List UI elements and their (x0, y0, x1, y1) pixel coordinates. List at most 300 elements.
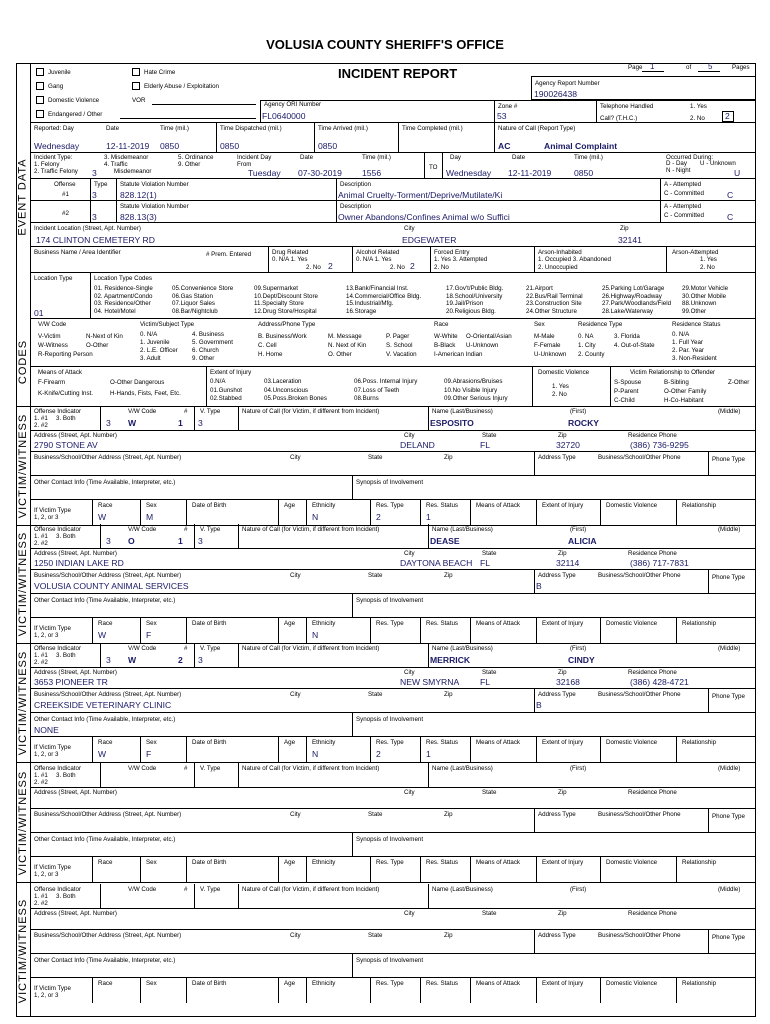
state-value: FL (480, 677, 491, 687)
business-address-label: Business/School/Other Address (Street, Apt. Number) (34, 454, 182, 461)
offense-statute-1: 828.12(1) (120, 190, 157, 200)
res-phone-label: Residence Phone (628, 669, 677, 676)
business-address-value: VOLUSIA COUNTY ANIMAL SERVICES (34, 581, 189, 591)
to-day: Wednesday (446, 168, 492, 178)
bus-state-label: State (368, 454, 383, 461)
ethnicity-label: Ethnicity (312, 620, 336, 627)
res-status-code-label: Residence Status (672, 321, 721, 328)
res-status-value: 1 (426, 749, 431, 759)
eoi-label: Extent of Injury (210, 369, 252, 376)
relationship-label: Relationship (682, 980, 717, 987)
name-first-label: (First) (570, 526, 587, 533)
form-title: INCIDENT REPORT (338, 66, 458, 81)
name-last-value: DEASE (430, 536, 460, 546)
address-type-label: Address Type (538, 691, 576, 698)
reported-time-label: Time (mil.) (160, 125, 189, 132)
rs-1: 1. Full Year (672, 339, 703, 346)
forced-label: Forced Entry (434, 249, 470, 256)
res-phone-label: Residence Phone (628, 432, 677, 439)
address-label: Address (Street, Apt. Number) (34, 789, 117, 796)
zip-value: 32720 (556, 440, 580, 450)
zip-label: Zip (558, 669, 567, 676)
other-contact-label: Other Contact Info (Time Available, Interpreter, etc.) (34, 957, 176, 964)
race-label: Race (98, 859, 113, 866)
res-status-label: Res. Status (426, 859, 458, 866)
loctype-code: 08.Bar/Nightclub (172, 307, 218, 315)
location-zip-label: Zip (620, 225, 629, 232)
oi-2: 2. #2 (34, 659, 48, 666)
age-label: Age (284, 980, 296, 987)
moa-o: O-Other Dangerous (110, 379, 165, 386)
location-zip: 32141 (618, 235, 642, 245)
person-num-value: 1 (178, 418, 183, 428)
address-label: Address (Street, Apt. Number) (34, 550, 117, 557)
race-value: W (98, 630, 107, 640)
other-contact-label: Other Contact Info (Time Available, Interpreter, etc.) (34, 479, 176, 486)
means-of-attack-label: Means of Attack (476, 502, 521, 509)
extent-of-injury-label: Extent of Injury (542, 620, 584, 627)
offense-statute-2: 828.13(3) (120, 212, 157, 222)
synopsis-label: Synopsis of Involvement (356, 479, 424, 486)
vro-h: H-Co-Habitant (664, 397, 704, 404)
phone-type-label: Phone Type (712, 574, 745, 581)
business-phone-label: Business/School/Other Phone (598, 454, 681, 461)
phone-type-label: Phone Type (712, 934, 745, 941)
bus-city-label: City (290, 691, 301, 698)
if-victim-label2: 1, 2, or 3 (34, 751, 59, 758)
bus-zip-label: Zip (444, 811, 453, 818)
hate-crime-label: Hate Crime (144, 69, 176, 76)
endangered-checkbox[interactable] (36, 110, 44, 118)
if-victim-label: If Victim Type (34, 985, 71, 992)
vtype-value: 3 (198, 655, 203, 665)
city-label: City (404, 669, 415, 676)
name-first-value: ROCKY (568, 418, 600, 428)
res-status-value: 1 (426, 512, 431, 522)
victim-nature-label: Nature of Call (for Victim, if different from Incident) (242, 526, 380, 533)
vw-code-value: W (128, 655, 137, 665)
means-of-attack-label: Means of Attack (476, 739, 521, 746)
state-label: State (482, 669, 497, 676)
res-type-label: Res. Type (376, 859, 404, 866)
loctype-code: 12.Drug Store/Hospital (254, 307, 317, 315)
if-victim-label2: 1, 2, or 3 (34, 992, 59, 999)
zip-label: Zip (558, 550, 567, 557)
loctype-code: 22.Bus/Rail Terminal (526, 292, 583, 300)
oi-1: 1. #1 (34, 652, 48, 659)
business-address-label: Business/School/Other Address (Street, Apt. Number) (34, 811, 182, 818)
arson-inh2: 2. Unoccupied (538, 264, 578, 271)
means-of-attack-label: Means of Attack (476, 620, 521, 627)
hate-crime-checkbox[interactable] (132, 68, 140, 76)
address-value: 2790 STONE AV (34, 440, 98, 450)
city-label: City (404, 550, 415, 557)
res-status-label: Res. Status (426, 980, 458, 987)
arrived-label: Time Arrived (mil.) (318, 125, 368, 132)
zip-value: 32168 (556, 677, 580, 687)
address-type-label: Address Type (538, 932, 576, 939)
ap-o: O. Other (328, 351, 352, 358)
phone-handled-label: Telephone Handled (600, 103, 654, 110)
bus-zip-label: Zip (444, 691, 453, 698)
nature-label: Nature of Call (Report Type) (498, 125, 576, 132)
res-phone-label: Residence Phone (628, 550, 677, 557)
drug-value: 2 (328, 261, 333, 271)
injury-code: 01.Gunshot (210, 386, 242, 394)
dob-label: Date of Birth (192, 859, 227, 866)
loctype-code: 10.Dept/Discount Store (254, 292, 318, 300)
sex-label: Sex (146, 859, 157, 866)
name-middle-label: (Middle) (718, 886, 741, 893)
offense-indicator-value: 3 (106, 536, 111, 546)
loctype-code: 17.Gov't/Public Bldg. (446, 285, 504, 292)
bus-city-label: City (290, 454, 301, 461)
vw-r: R-Reporting Person (38, 351, 93, 358)
loctype-code: 23.Construction Site (526, 300, 582, 308)
if-victim-label: If Victim Type (34, 864, 71, 871)
injury-code: 10.No Visible Injury (444, 386, 498, 394)
gang-checkbox[interactable] (36, 82, 44, 90)
sex-f: F-Female (534, 342, 561, 349)
misd-option: 3. Misdemeanor (104, 154, 149, 161)
victim-nature-label: Nature of Call (for Victim, if different from Incident) (242, 765, 380, 772)
race-label: Race (98, 980, 113, 987)
yes-option: 1. Yes (690, 103, 707, 110)
res-phone-value: (386) 428-4721 (630, 677, 689, 687)
oi-1: 1. #1 (34, 415, 48, 422)
moa-f: F-Firearm (38, 379, 66, 386)
victim-witness-side-label: VICTIM/WITNESS (17, 531, 30, 636)
res-phone-value: (386) 736-9295 (630, 440, 689, 450)
extent-of-injury-label: Extent of Injury (542, 739, 584, 746)
phone-handled-value: 2 (725, 111, 730, 121)
res-status-label: Res. Status (426, 620, 458, 627)
victim-witness-side-label: VICTIM/WITNESS (17, 898, 30, 1003)
offense-type-2: 3 (92, 212, 97, 222)
zone-label: Zone # (498, 103, 518, 110)
vro-p: P-Parent (614, 388, 639, 395)
name-first-label: (First) (570, 645, 587, 652)
occurred-value: U (734, 168, 741, 178)
offense-indicator-label: Offense Indicator (34, 408, 82, 415)
agency-title: VOLUSIA COUNTY SHERIFF'S OFFICE (266, 37, 504, 52)
res-status-label: Res. Status (426, 502, 458, 509)
offense-desc-2: Owner Abandons/Confines Animal w/o Suffici (338, 212, 510, 222)
attempted-label-1: A - Attempted (664, 181, 702, 188)
victim-nature-label: Nature of Call (for Victim, if different from Incident) (242, 645, 380, 652)
city-value: DAYTONA BEACH (400, 558, 473, 568)
name-middle-label: (Middle) (718, 765, 741, 772)
vro-c: C-Child (614, 397, 635, 404)
person-num-value: 2 (178, 655, 183, 665)
occurred-night: N - Night (666, 167, 691, 174)
prem-label: # Prem. Entered (206, 251, 252, 258)
sex-label: Sex (146, 502, 157, 509)
alcohol-opts1: 0. N/A 1. Yes (356, 256, 392, 263)
misd2-option: Misdemeanor (114, 168, 152, 175)
name-middle-label: (Middle) (718, 645, 741, 652)
if-victim-label2: 1, 2, or 3 (34, 632, 59, 639)
endangered-label: Endangered / Other (48, 111, 103, 118)
bus-zip-label: Zip (444, 454, 453, 461)
vw-code-field-label: V/W Code (128, 645, 157, 652)
ethnicity-label: Ethnicity (312, 980, 336, 987)
business-address-label: Business/School/Other Address (Street, Apt. Number) (34, 572, 182, 579)
loctype-code: 11.Specialty Store (254, 300, 304, 308)
loctype-value: 01 (34, 308, 44, 318)
res-phone-value: (386) 717-7831 (630, 558, 689, 568)
relationship-label: Relationship (682, 859, 717, 866)
domestic-label: Domestic Violence (48, 97, 100, 104)
race-i: I-American Indian (434, 351, 483, 358)
business-address-value: CREEKSIDE VETERINARY CLINIC (34, 700, 172, 710)
incident-type-value: 3 (92, 168, 97, 178)
ori-label: Agency ORI Number (264, 101, 322, 108)
loctype-code: 30.Other Mobile (682, 292, 727, 300)
loctype-code: 25.Parking Lot/Garage (602, 285, 665, 292)
res-type-value: 2 (376, 749, 381, 759)
res-phone-label: Residence Phone (628, 910, 677, 917)
offense-indicator-label: Offense Indicator (34, 645, 82, 652)
race-w: W-White (434, 333, 458, 340)
arson-att-label: Arson-Attempted (672, 249, 719, 256)
offense-indicator-value: 3 (106, 655, 111, 665)
age-label: Age (284, 859, 296, 866)
ethnicity-label: Ethnicity (312, 502, 336, 509)
loctype-codes-label: Location Type Codes (94, 275, 153, 282)
state-label: State (482, 910, 497, 917)
race-value: W (98, 512, 107, 522)
oi-both: 3. Both (56, 893, 76, 900)
city-value: NEW SMYRNA (400, 677, 460, 687)
nature-value: Animal Complaint (544, 141, 618, 151)
vro-o: O-Other Family (664, 388, 707, 395)
offense-status-2: C (727, 212, 734, 222)
loctype-code: 29.Motor Vehicle (682, 285, 729, 292)
oi-2: 2. #2 (34, 779, 48, 786)
to-day-label: Day (450, 154, 462, 161)
from-label: From (237, 161, 252, 168)
dob-label: Date of Birth (192, 620, 227, 627)
race-label: Race (98, 739, 113, 746)
traffic-felony-option: 2. Traffic Felony (34, 168, 78, 175)
address-type-value: B (536, 700, 542, 710)
domestic-violence-label: Domestic Violence (606, 859, 658, 866)
extent-of-injury-label: Extent of Injury (542, 859, 584, 866)
relationship-label: Relationship (682, 739, 717, 746)
victim-witness-side-label: VICTIM/WITNESS (17, 413, 30, 518)
oi-2: 2. #2 (34, 422, 48, 429)
other-option: 9. Other (178, 161, 201, 168)
ap-b: B. Business/Work (258, 333, 307, 340)
business-phone-label: Business/School/Other Phone (598, 691, 681, 698)
ethnicity-value: N (312, 512, 319, 522)
oi-2: 2. #2 (34, 540, 48, 547)
relationship-label: Relationship (682, 502, 717, 509)
name-first-label: (First) (570, 408, 587, 415)
race-u: U-Unknown (466, 342, 499, 349)
phone-type-label: Phone Type (712, 456, 745, 463)
loctype-code: 24.Other Structure (526, 307, 577, 315)
loctype-code: 15.Industrial/Mfg. (346, 300, 394, 308)
oi-1: 1. #1 (34, 772, 48, 779)
state-value: FL (480, 558, 491, 568)
address-label: Address (Street, Apt. Number) (34, 432, 117, 439)
arson-inh1: 1. Occupied 3. Abandoned (538, 256, 611, 263)
elderly-checkbox[interactable] (132, 82, 140, 90)
address-value: 3653 PIONEER TR (34, 677, 108, 687)
rt-4: 4. Out-of-State (614, 342, 655, 349)
race-value: W (98, 749, 107, 759)
vw-code-label: V/W Code (38, 321, 67, 328)
loctype-code: 28.Lake/Waterway (602, 307, 654, 315)
business-label: Business Name / Area Identifier (34, 249, 121, 256)
vtype-value: 3 (198, 418, 203, 428)
injury-code: 03.Laceration (264, 378, 302, 385)
oi-1: 1. #1 (34, 893, 48, 900)
rt-2: 2. County (578, 351, 605, 358)
name-first-label: (First) (570, 765, 587, 772)
vtype-label: V. Type (200, 765, 221, 772)
offense-type-1: 3 (92, 190, 97, 200)
arson-att1: 1. Yes (700, 256, 717, 263)
desc-label-1: Description (340, 181, 371, 188)
vtype-label: V. Type (200, 645, 221, 652)
city-label: City (404, 910, 415, 917)
of-label: of (686, 64, 692, 71)
codes-side-label: CODES (17, 339, 29, 385)
bus-zip-label: Zip (444, 572, 453, 579)
domestic-violence-label: Domestic Violence (606, 620, 658, 627)
loctype-code: 05.Convenience Store (172, 285, 234, 292)
juvenile-checkbox[interactable] (36, 68, 44, 76)
dispatched-time: 0850 (220, 141, 240, 151)
call-label: Call? (T.H.C.) (600, 115, 638, 122)
injury-code: 02.Stabbed (210, 395, 242, 403)
to-date: 12-11-2019 (508, 168, 552, 178)
occurred-label: Occurred During: (666, 154, 714, 161)
sex-label: Sex (146, 980, 157, 987)
person-num-value: 1 (178, 536, 183, 546)
bus-state-label: State (368, 932, 383, 939)
business-address-label: Business/School/Other Address (Street, Apt. Number) (34, 691, 182, 698)
bus-city-label: City (290, 932, 301, 939)
sex-m: M-Male (534, 333, 555, 340)
vst-4: 4. Business (192, 331, 224, 338)
if-victim-label: If Victim Type (34, 744, 71, 751)
arrived-time: 0850 (318, 141, 338, 151)
domestic-checkbox[interactable] (36, 96, 44, 104)
loctype-code: 18.School/University (446, 292, 503, 300)
race-code-label: Race (434, 321, 449, 328)
attempted-label-2: A - Attempted (664, 203, 702, 210)
dob-label: Date of Birth (192, 980, 227, 987)
location-city-label: City (404, 225, 415, 232)
drug-label: Drug Related (272, 249, 309, 256)
rs-0: 0. N/A (672, 331, 690, 338)
injury-code: 09.Other Serious Injury (444, 395, 508, 403)
oi-both: 3. Both (56, 533, 76, 540)
offense-indicator-label: Offense Indicator (34, 526, 82, 533)
page-total: 5 (708, 62, 713, 71)
vst-6: 6. Church (192, 347, 219, 354)
loctype-code: 20.Religious Bldg. (446, 307, 496, 315)
state-label: State (482, 432, 497, 439)
address-type-label: Address Type (538, 454, 576, 461)
forced-opts2: 2. No (434, 264, 449, 271)
to-time: 0850 (574, 168, 594, 178)
vw-code-field-label: V/W Code (128, 526, 157, 533)
injury-code: 0.N/A (210, 378, 226, 385)
if-victim-label: If Victim Type (34, 625, 71, 632)
sex-label: Sex (146, 620, 157, 627)
vw-code-value: W (128, 418, 137, 428)
name-first-value: CINDY (568, 655, 595, 665)
offense-label: Offense (54, 181, 76, 188)
person-num-label: # (184, 645, 188, 652)
name-last-label: Name (Last/Business) (432, 886, 493, 893)
bus-zip-label: Zip (444, 932, 453, 939)
zip-label: Zip (558, 789, 567, 796)
synopsis-label: Synopsis of Involvement (356, 597, 424, 604)
victim-witness-side-label: VICTIM/WITNESS (17, 650, 30, 755)
location-address: 174 CLINTON CEMETERY RD (36, 235, 155, 245)
vro-s: S-Spouse (614, 379, 642, 386)
loctype-code: 07.Liquor Sales (172, 300, 215, 308)
vw-v: V-Victim (38, 333, 61, 340)
name-last-value: ESPOSITO (430, 418, 474, 428)
offense-indicator-value: 3 (106, 418, 111, 428)
vw-w: W-Witness (38, 342, 68, 349)
page-label: Page (628, 64, 643, 71)
drug-opts1: 0. N/A 1. Yes (272, 256, 308, 263)
oi-both: 3. Both (56, 652, 76, 659)
state-label: State (482, 550, 497, 557)
extent-of-injury-label: Extent of Injury (542, 502, 584, 509)
res-status-label: Res. Status (426, 739, 458, 746)
rt-1: 1. City (578, 342, 596, 349)
other-contact-value: NONE (34, 725, 59, 735)
person-num-label: # (184, 765, 188, 772)
vro-z: Z-Other (728, 379, 750, 386)
race-b: B-Black (434, 342, 456, 349)
other-contact-label: Other Contact Info (Time Available, Interpreter, etc.) (34, 836, 176, 843)
loctype-code: 06.Gas Station (172, 292, 213, 300)
offense-indicator-label: Offense Indicator (34, 886, 82, 893)
reported-date: 12-11-2019 (106, 141, 150, 151)
loctype-code: 88.Unknown (682, 300, 717, 308)
bus-state-label: State (368, 691, 383, 698)
loctype-code: 99.Other (682, 307, 707, 315)
other-contact-label: Other Contact Info (Time Available, Interpreter, etc.) (34, 716, 176, 723)
phone-type-label: Phone Type (712, 693, 745, 700)
offense-desc-1: Animal Cruelty-Torment/Deprive/Mutilate/Ki (338, 190, 503, 200)
rt-3: 3. Florida (614, 333, 640, 340)
offense-num-2: #2 (62, 210, 69, 217)
arson-inh-label: Arson-Inhabited (538, 249, 582, 256)
committed-label-1: C - Committed (664, 190, 704, 197)
name-last-label: Name (Last/Business) (432, 408, 493, 415)
to-time-label: Time (mil.) (574, 154, 603, 161)
vst-1: 1. Juvenile (140, 339, 170, 346)
extent-of-injury-label: Extent of Injury (542, 980, 584, 987)
vst-3: 3. Adult (140, 355, 161, 362)
rt-0: 0. NA (578, 333, 594, 340)
gang-label: Gang (48, 83, 64, 90)
name-first-label: (First) (570, 886, 587, 893)
sex-code-label: Sex (534, 321, 545, 328)
reported-time: 0850 (160, 141, 180, 151)
